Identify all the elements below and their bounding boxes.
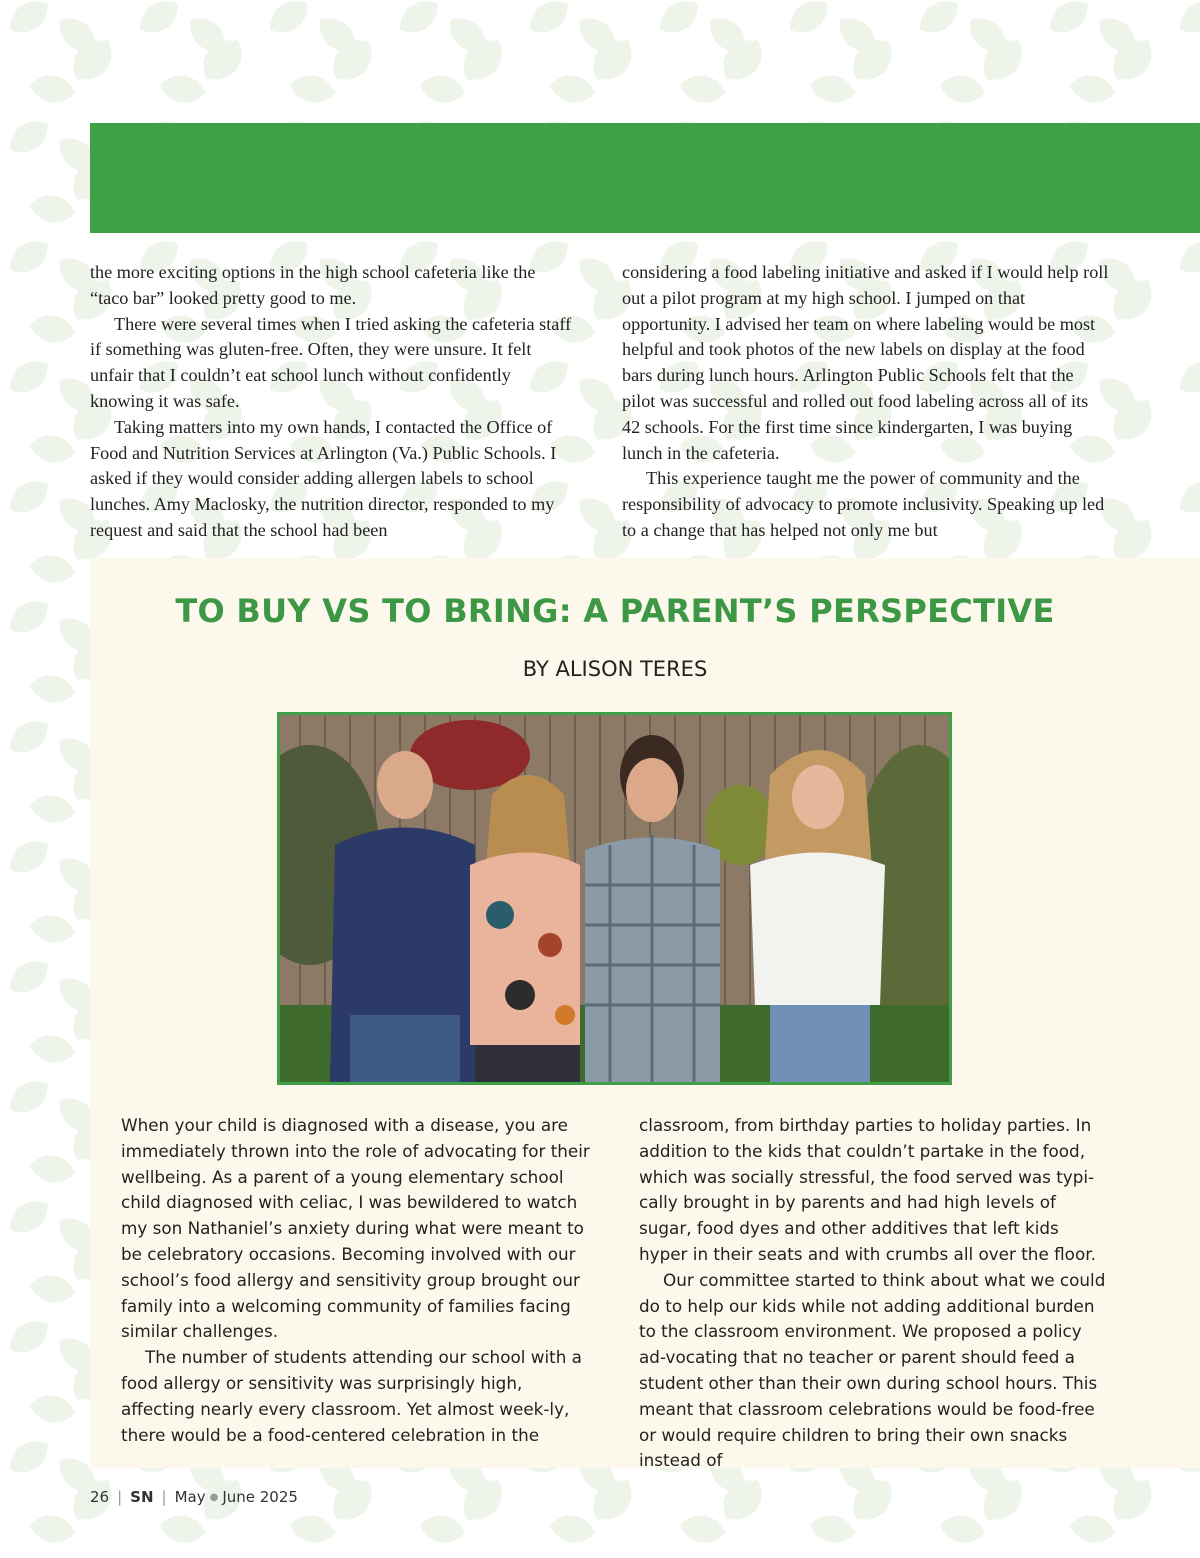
article-paragraph: considering a food labeling initiative and asked if I would help roll out a pilot program at my high school. I jumped on that opportunity. I advised her team on where labeling would be most helpful and took photos of the new labels on display at the food bars during lunch hours. Arlington Public Schools felt that the pilot was successful and rolled out food labeling across all of its 42 schools. For the first time since kindergarten, I was buying lunch in the cafeteria. <box>622 262 1109 463</box>
article-paragraph: Taking matters into my own hands, I contacted the Office of Food and Nutrition Services at Arlington (Va.) Public Schools. I asked if they would consider adding allergen labels to school lunches. Amy Maclosky, the nutrition director, responded to my request and said that the school had been <box>90 416 557 540</box>
footer-separator: | <box>161 1488 167 1506</box>
sidebar-paragraph: Our committee started to think about what we could do to help our kids while not adding additional burden to the classroom environment. We proposed a policy ad-vocating that no teacher or parent should feed a student other than their own during school hours. This meant that classroom celebrations would be food-free or would require children to bring their own snacks instead of <box>639 1269 1106 1471</box>
page-footer <box>90 1488 298 1506</box>
article-continuation <box>90 260 1110 544</box>
family-photo-illustration <box>280 715 949 1082</box>
green-header-banner <box>90 123 1200 233</box>
sidebar-paragraph: When your child is diagnosed with a disease, you are immediately thrown into the role of advocating for their wellbeing. As a parent of a young elementary school child diagnosed with celiac, I was bewildered to watch my son Nathaniel’s anxiety during what were meant to be celebratory occasions. Becoming involved with our school’s food allergy and sensitivity group brought our family into a welcoming community of families facing similar challenges. <box>121 1115 590 1342</box>
sidebar-body <box>121 1113 1111 1474</box>
article-paragraph: the more exciting options in the high school cafeteria like the “taco bar” looked pretty good to me. <box>90 262 536 308</box>
sidebar-left-column <box>121 1113 593 1474</box>
issue-year: June 2025 <box>222 1488 298 1506</box>
sidebar-byline: BY ALISON TERES <box>522 657 708 681</box>
article-right-column <box>622 260 1110 544</box>
footer-dot: ● <box>209 1492 219 1503</box>
publication-name: SN <box>130 1488 154 1506</box>
article-paragraph: There were several times when I tried asking the cafeteria staff if something was gluten-free. Often, they were unsure. It felt unfair that I couldn’t eat school lunch without confidently knowing it was safe. <box>90 313 572 411</box>
issue-month: May <box>174 1488 206 1506</box>
sidebar-paragraph: The number of students attending our school with a food allergy or sensitivity was surprisingly high, affecting nearly every classroom. Yet almost week-ly, there would be a food-centered celebration in the <box>121 1347 582 1445</box>
footer-separator: | <box>117 1488 123 1506</box>
article-left-column <box>90 260 578 544</box>
sidebar-right-column <box>639 1113 1111 1474</box>
article-paragraph: This experience taught me the power of community and the responsibility of advocacy to promote inclusivity. Speaking up led to a change that has helped not only me but <box>622 468 1105 540</box>
sidebar-paragraph: classroom, from birthday parties to holiday parties. In addition to the kids that couldn’t partake in the food, which was socially stressful, the food served was typi-cally brought in by parents and had high levels of sugar, food dyes and other additives that left kids hyper in their seats and with crumbs all over the floor. <box>639 1115 1096 1264</box>
sidebar-title: TO BUY VS TO BRING: A PARENT’S PERSPECTIVE <box>175 592 1055 630</box>
page-number: 26 <box>90 1488 110 1506</box>
family-photo <box>277 712 952 1085</box>
